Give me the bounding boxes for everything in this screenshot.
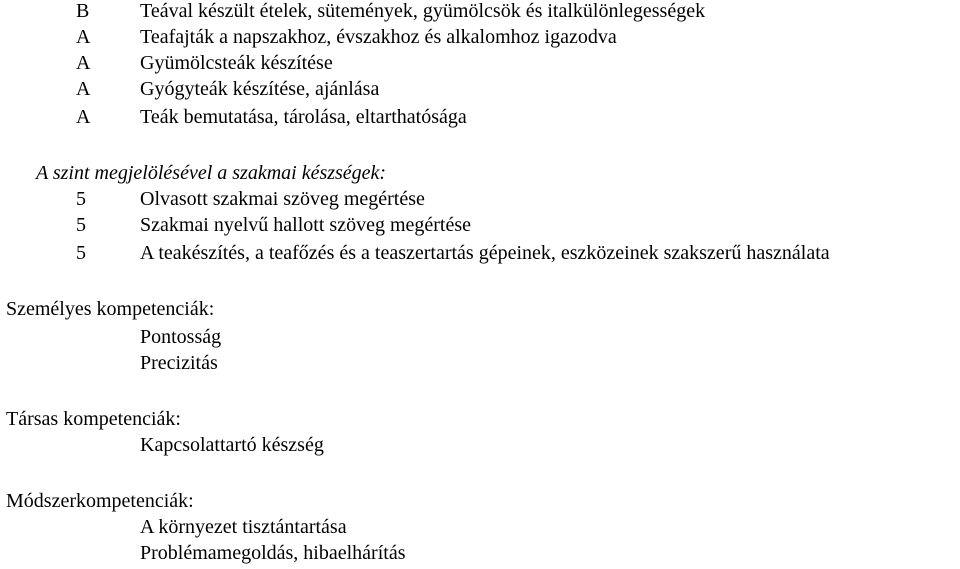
task-text: Gyógyteák készítése, ajánlása: [140, 78, 380, 100]
skill-text: Olvasott szakmai szöveg megértése: [140, 188, 425, 210]
competency-text: Kapcsolattartó készség: [140, 434, 324, 456]
skill-text: A teakészítés, a teafőzés és a teaszertartás gépeinek, eszközeinek szakszerű használata: [140, 242, 830, 264]
competency-text: Precizitás: [140, 352, 218, 374]
skill-level: 5: [76, 188, 86, 210]
task-text: Teák bemutatása, tárolása, eltarthatósága: [140, 106, 467, 128]
social-competencies-heading: Társas kompetenciák:: [6, 408, 181, 430]
competency-text: Problémamegoldás, hibaelhárítás: [140, 542, 406, 564]
competency-text: A környezet tisztántartása: [140, 516, 347, 538]
task-level: A: [76, 52, 91, 74]
competency-text: Pontosság: [140, 326, 222, 348]
task-text: Teafajták a napszakhoz, évszakhoz és alkalomhoz igazodva: [140, 26, 617, 48]
skill-text: Szakmai nyelvű hallott szöveg megértése: [140, 214, 472, 236]
task-level: B: [76, 0, 90, 22]
task-level: A: [76, 78, 91, 100]
task-text: Teával készült ételek, sütemények, gyümölcsök és italkülönlegességek: [140, 0, 706, 22]
skills-heading: A szint megjelölésével a szakmai készségek:: [36, 162, 387, 184]
task-level: A: [76, 106, 91, 128]
skill-level: 5: [76, 214, 86, 236]
personal-competencies-heading: Személyes kompetenciák:: [6, 298, 215, 320]
method-competencies-heading: Módszerkompetenciák:: [6, 490, 194, 512]
task-level: A: [76, 26, 91, 48]
skill-level: 5: [76, 242, 86, 264]
task-text: Gyümölcsteák készítése: [140, 52, 333, 74]
